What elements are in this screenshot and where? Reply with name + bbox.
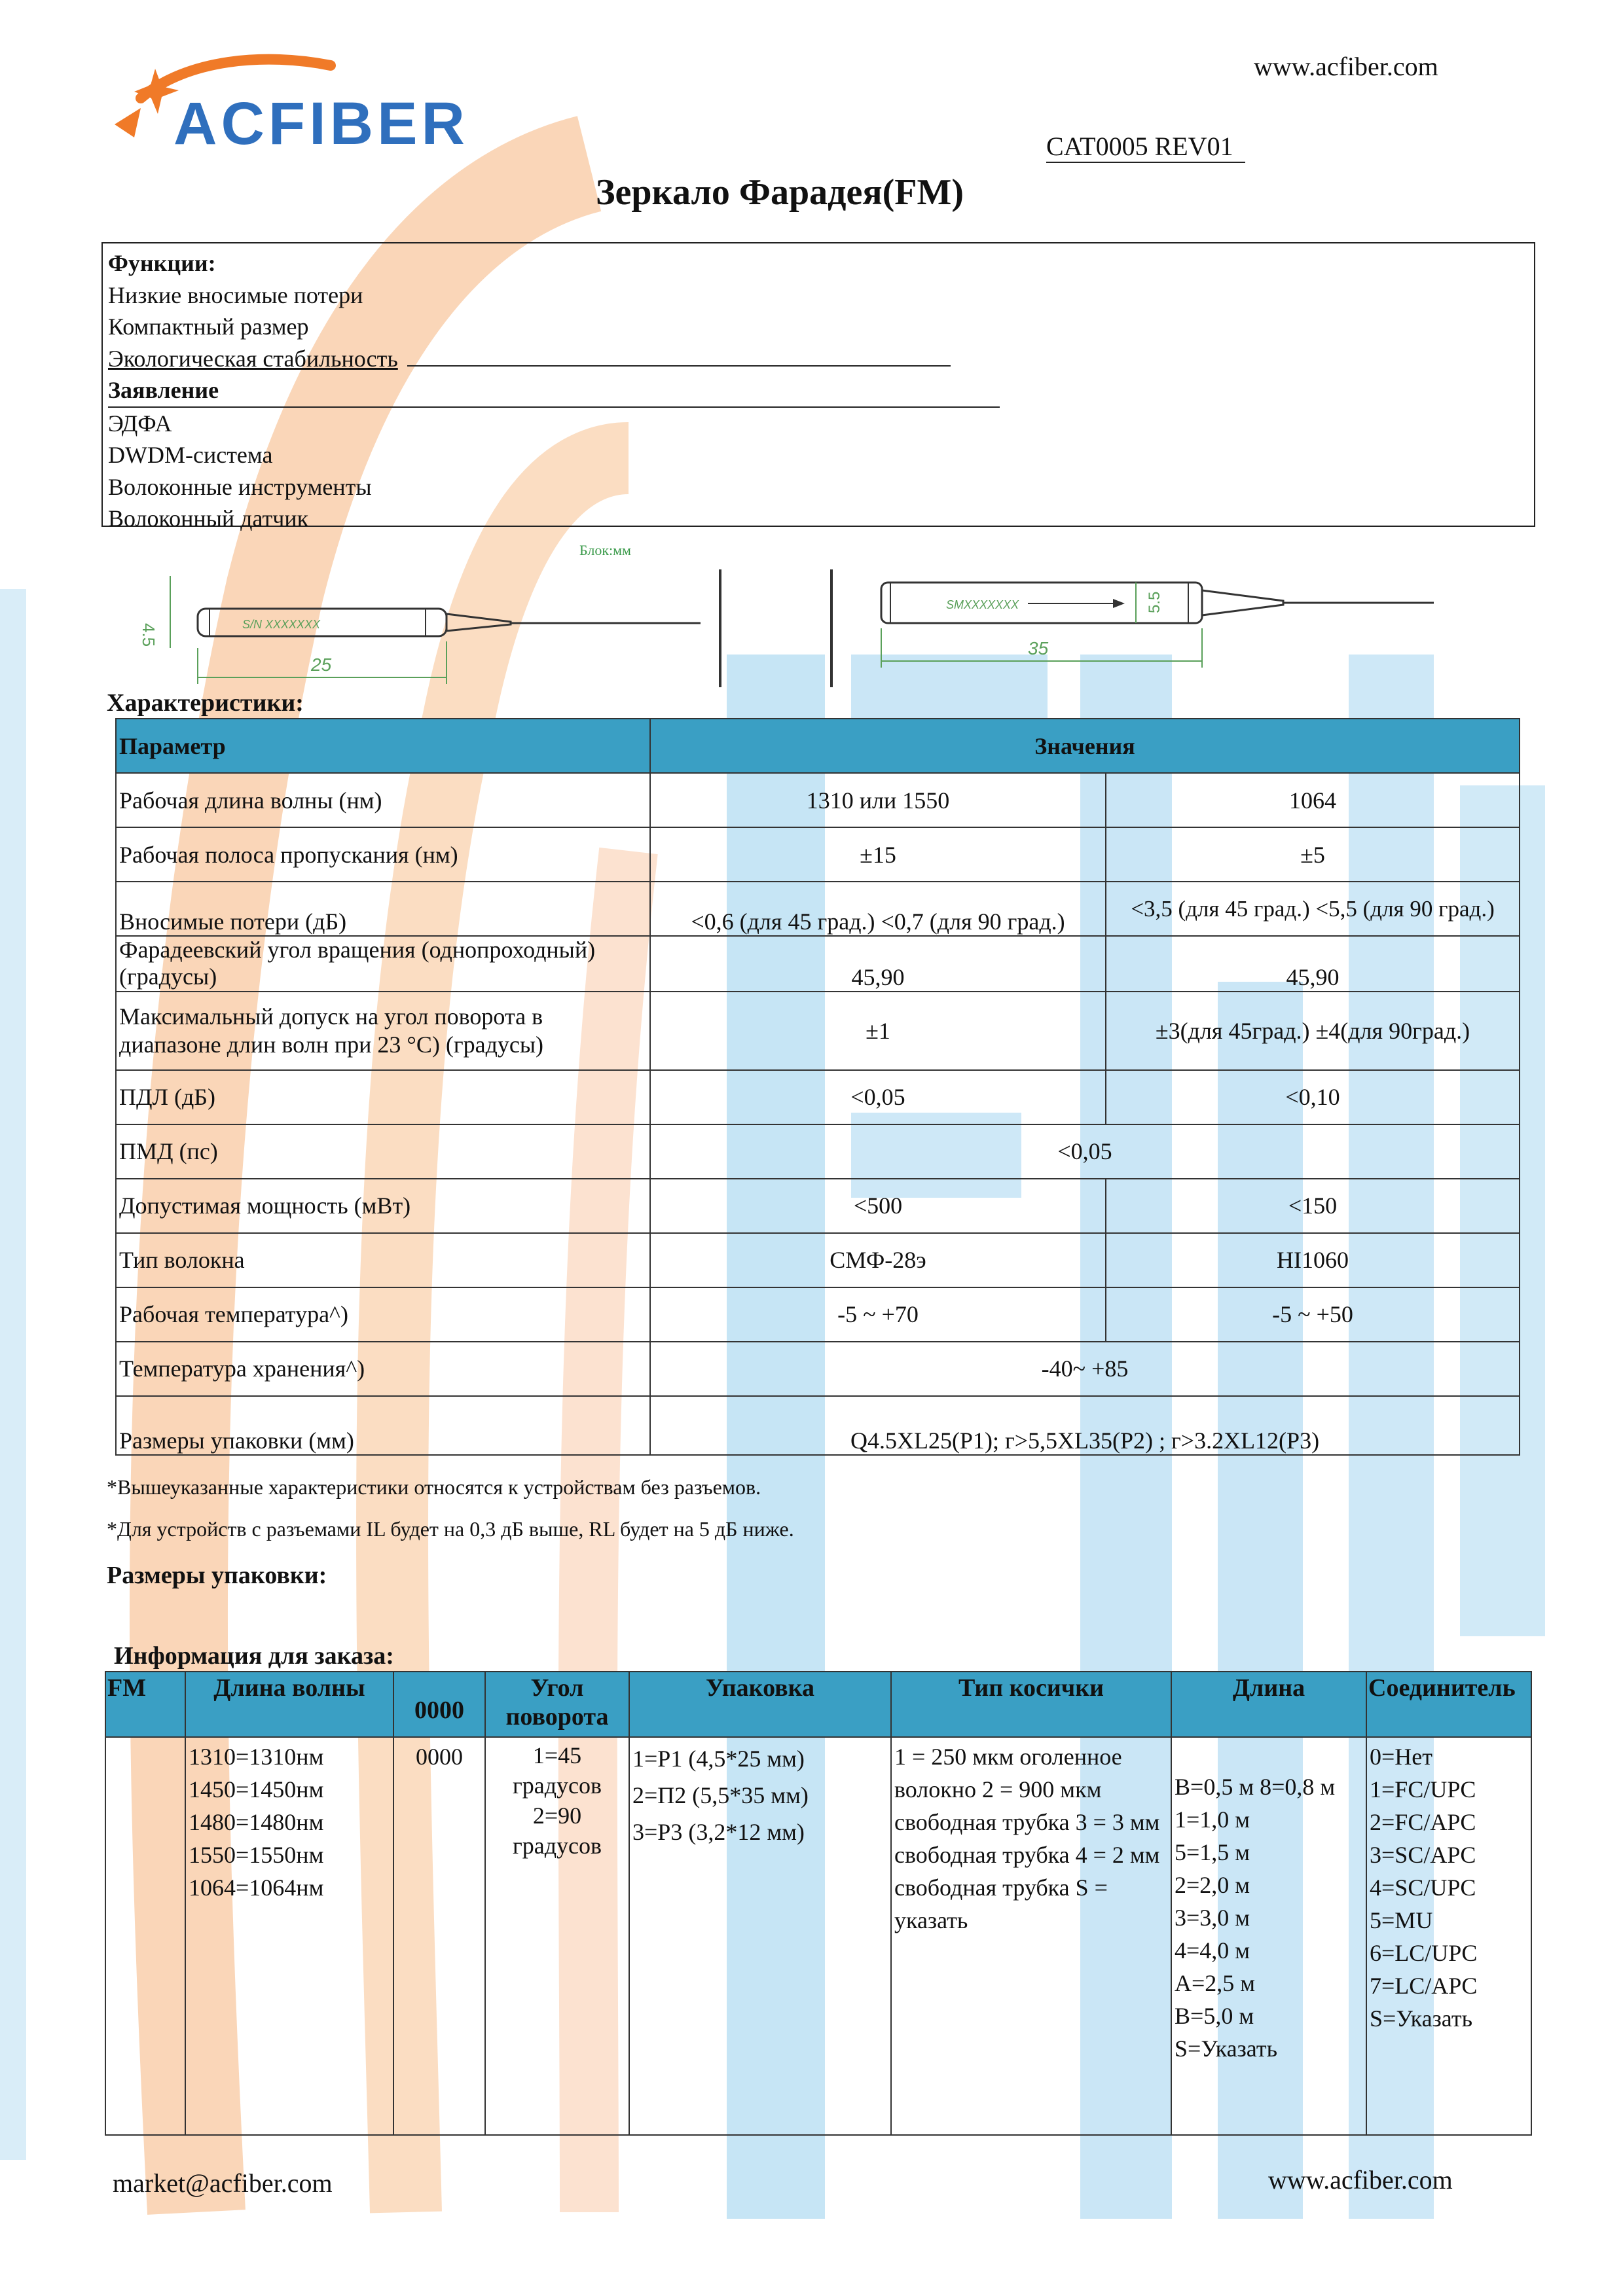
application-item: Волоконные инструменты [108,473,372,500]
param-cell: ПМД (пс) [116,1124,650,1179]
spec-note-2: *Для устройств с разъемами IL будет на 0,3 дБ выше, RL будет на 5 дБ ниже. [107,1517,794,1541]
table-row [105,1737,1531,2135]
value-cell: ±15 [650,827,1106,882]
package-heading: Размеры упаковки: [107,1562,327,1589]
table-row [116,1070,1520,1124]
value-cell: 1310 или 1550 [650,773,1106,827]
param-cell: Размеры упаковки (мм) [116,1396,650,1455]
footer-email[interactable]: market@acfiber.com [113,2168,333,2198]
connector-cell: 0=Нет 1=FC/UPC 2=FC/APC 3=SC/APC 4=SC/UPC 5=MU 6=LC/UPC 7=LC/APC S=Указать [1366,1737,1531,2135]
feature-item-text: Экологическая стабильность [108,345,398,372]
value-cell: <3,5 (для 45 град.) <5,5 (для 90 град.) [1106,882,1520,936]
value-cell: СМФ-28э [650,1233,1106,1287]
feature-item [108,343,1529,375]
statement-heading: Заявление [108,374,1000,408]
value-cell: HI1060 [1106,1233,1520,1287]
header-pigtail: Тип косички [891,1672,1171,1737]
header-length: Длина [1171,1672,1366,1737]
value-cell: <0,6 (для 45 град.) <0,7 (для 90 град.) [650,882,1106,936]
param-cell: Рабочая полоса пропускания (нм) [116,827,650,882]
header-connector: Соединитель [1366,1672,1531,1737]
website-top: www.acfiber.com [1254,52,1438,81]
header-fm: FM [105,1672,185,1737]
page-title: Зеркало Фарадея(FM) [596,172,964,213]
sn-right: SMXXXXXXX [946,598,1019,611]
value-cell: 1064 [1106,773,1520,827]
header-code: 0000 [393,1672,485,1737]
order-heading: Информация для заказа: [114,1642,394,1670]
table-row [116,1124,1520,1179]
param-cell: Рабочая температура^) [116,1287,650,1342]
value-cell: <0,05 [650,1070,1106,1124]
table-row [116,882,1520,936]
param-cell: Вносимые потери (дБ) [116,882,650,936]
angle-cell: 1=45 градусов 2=90 градусов [485,1737,629,2135]
pigtail-cell: 1 = 250 мкм оголенное волокно 2 = 900 мкм свободная трубка 3 = 3 мм свободная трубка 4 = 2 мм свободная трубка S = указать [891,1737,1171,2135]
features-box [101,242,1535,531]
unit-label: Блок:мм [579,542,631,558]
value-cell: Q4.5XL25(P1); г>5,5XL35(P2) ; г>3.2XL12(P3) [650,1396,1520,1455]
value-cell: ±3(для 45град.) ±4(для 90град.) [1106,992,1520,1070]
value-cell: -5 ~ +70 [650,1287,1106,1342]
spec-note-1: *Вышеуказанные характеристики относятся к устройствам без разъемов. [107,1475,761,1499]
table-row [116,1287,1520,1342]
value-cell: ±1 [650,992,1106,1070]
fm-cell [105,1737,185,2135]
dimension-drawing-left [139,563,733,694]
table-row [116,1396,1520,1455]
param-cell: Температура хранения^) [116,1342,650,1396]
col-values: Значения [650,719,1520,773]
header-wavelength: Длина волны [185,1672,393,1737]
application-item: ЭДФА [108,410,172,437]
spec-heading: Характеристики: [107,689,304,717]
value-cell: <0,05 [650,1124,1520,1179]
table-row [116,1179,1520,1233]
table-row [116,992,1520,1070]
dim-height-right: 5.5 [1146,591,1163,613]
value-cell: -5 ~ +50 [1106,1287,1520,1342]
value-cell: 45,90 [650,936,1106,992]
value-cell: <150 [1106,1179,1520,1233]
header-angle: Угол поворота [485,1672,629,1737]
dim-length-right: 35 [1028,638,1049,658]
dim-length-left: 25 [311,655,332,675]
param-cell: Максимальный допуск на угол поворота в диапазоне длин волн при 23 °C) (градусы) [116,992,650,1070]
table-row [116,1342,1520,1396]
value-cell: <500 [650,1179,1106,1233]
col-param: Параметр [116,719,650,773]
logo-text: ACFIBER [173,90,469,157]
table-row [116,1233,1520,1287]
value-cell: ±5 [1106,827,1520,882]
application-item: DWDM-система [108,442,273,468]
value-cell: <0,10 [1106,1070,1520,1124]
acfiber-logo [115,46,468,157]
sn-left: S/N XXXXXXX [242,618,321,631]
feature-item: Компактный размер [108,314,309,340]
doc-code: CAT0005 REV01 [1046,131,1245,163]
table-row [116,827,1520,882]
package-cell: 1=P1 (4,5*25 мм) 2=П2 (5,5*35 мм) 3=P3 (3,2*12 мм) [629,1737,891,2135]
code-cell: 0000 [393,1737,485,2135]
dim-height-left: 4.5 [139,623,158,647]
dimension-drawing-right [831,563,1453,694]
length-cell: B=0,5 м 8=0,8 м 1=1,0 м 5=1,5 м 2=2,0 м 3=3,0 м 4=4,0 м A=2,5 м B=5,0 м S=Указать [1171,1737,1366,2135]
features-heading: Функции: [108,250,216,276]
value-cell: 45,90 [1106,936,1520,992]
value-cell: -40~ +85 [650,1342,1520,1396]
param-cell: Рабочая длина волны (нм) [116,773,650,827]
table-row [116,773,1520,827]
param-cell: ПДЛ (дБ) [116,1070,650,1124]
feature-item: Низкие вносимые потери [108,281,363,308]
application-item: Волоконный датчик [108,505,309,531]
param-cell: Фарадеевский угол вращения (однопроходный) (градусы) [116,936,650,992]
footer-website[interactable]: www.acfiber.com [1268,2165,1453,2195]
spec-table [115,718,1520,1456]
order-table [105,1671,1532,2136]
wavelength-cell: 1310=1310нм 1450=1450нм 1480=1480нм 1550=1550нм 1064=1064нм [185,1737,393,2135]
table-row [116,936,1520,992]
param-cell: Тип волокна [116,1233,650,1287]
header-package: Упаковка [629,1672,891,1737]
param-cell: Допустимая мощность (мВт) [116,1179,650,1233]
